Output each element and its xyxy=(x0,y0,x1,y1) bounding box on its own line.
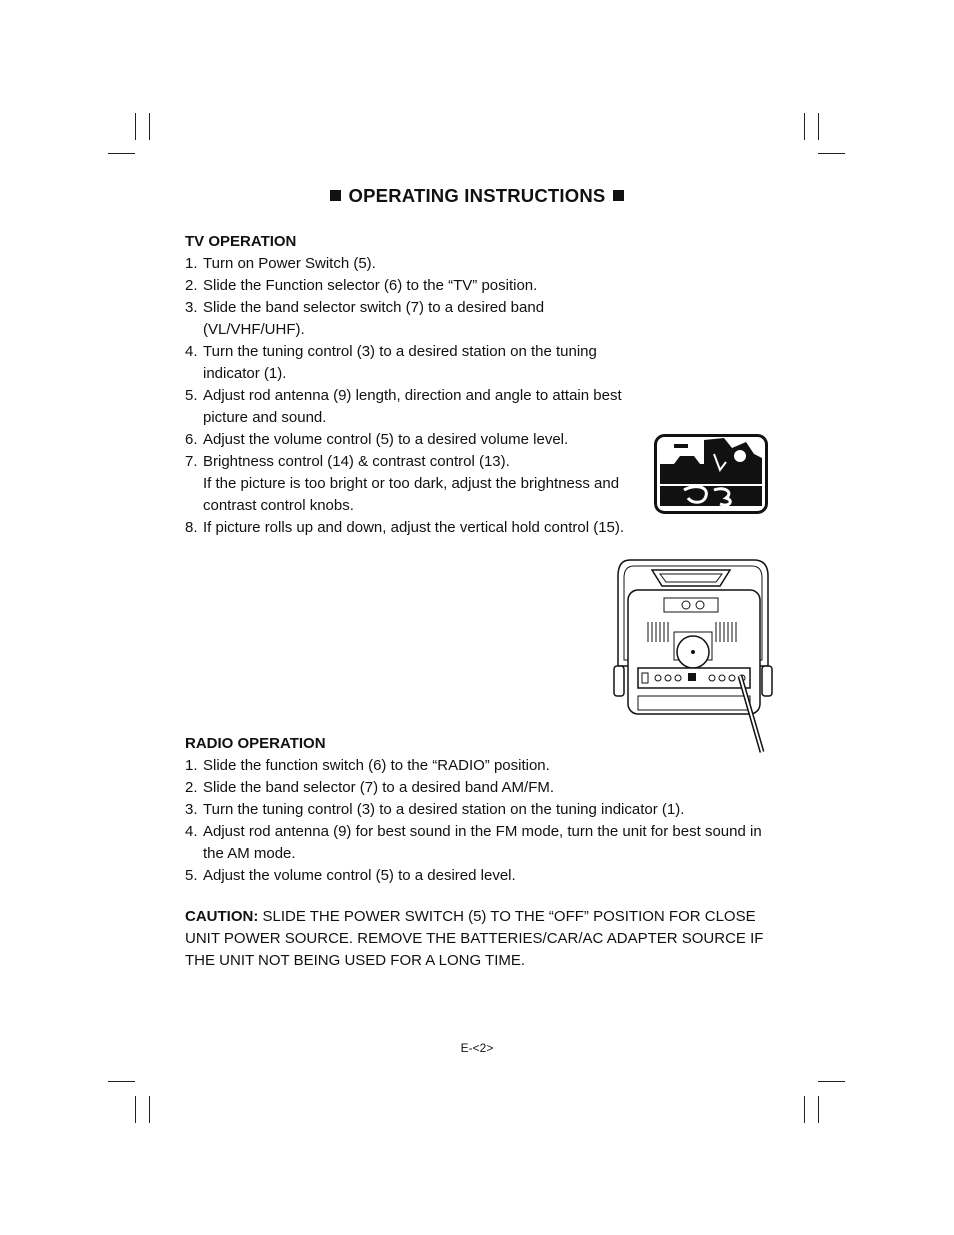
tv-set-illustration xyxy=(612,556,782,762)
list-item: 7. Brightness control (14) & contrast control (13). If the picture is too bright or too dark, adjust the brightness and contrast control knobs. xyxy=(185,453,620,514)
radio-operation-heading: RADIO OPERATION xyxy=(185,735,326,752)
square-bullet-icon xyxy=(613,190,624,201)
list-item: 4. Adjust rod antenna (9) for best sound in the FM mode, turn the unit for best sound in the AM mode. xyxy=(185,823,762,862)
list-item: 2. Slide the Function selector (6) to the “TV” position. xyxy=(185,277,538,294)
caution-label: CAUTION: xyxy=(185,908,259,925)
list-item: 2. Slide the band selector (7) to a desired band AM/FM. xyxy=(185,779,555,796)
list-item: 3. Turn the tuning control (3) to a desired station on the tuning indicator (1). xyxy=(185,801,685,818)
list-item: 1. Turn on Power Switch (5). xyxy=(185,255,376,272)
list-item: 3. Slide the band selector switch (7) to a desired band (VL/VHF/UHF). xyxy=(185,299,545,338)
square-bullet-icon xyxy=(330,190,341,201)
list-item: 8. If picture rolls up and down, adjust the vertical hold control (15). xyxy=(185,519,625,536)
list-item: 5. Adjust the volume control (5) to a desired level. xyxy=(185,867,516,884)
radio-operation-list xyxy=(185,755,775,887)
page-number: E-<2> xyxy=(460,1041,494,1055)
page-title: OPERATING INSTRUCTIONS xyxy=(0,185,954,207)
list-item: 4. Turn the tuning control (3) to a desired station on the tuning indicator (1). xyxy=(185,343,597,382)
list-item: 5. Adjust rod antenna (9) length, direction and angle to attain best picture and sound. xyxy=(185,387,622,426)
tv-picture-icon xyxy=(654,434,768,514)
radio-operation-section xyxy=(185,733,775,887)
caution-text: SLIDE THE POWER SWITCH (5) TO THE “OFF” POSITION FOR CLOSE UNIT POWER SOURCE. REMOVE THE BATTERIES/CAR/AC ADAPTER SOURCE IF THE UNIT NOT BEING USED FOR A LONG TIME. xyxy=(185,908,764,969)
tv-operation-heading: TV OPERATION xyxy=(185,233,297,250)
list-item: 1. Slide the function switch (6) to the “RADIO” position. xyxy=(185,757,550,774)
list-item: 6. Adjust the volume control (5) to a desired volume level. xyxy=(185,431,569,448)
caution-note xyxy=(185,906,775,972)
